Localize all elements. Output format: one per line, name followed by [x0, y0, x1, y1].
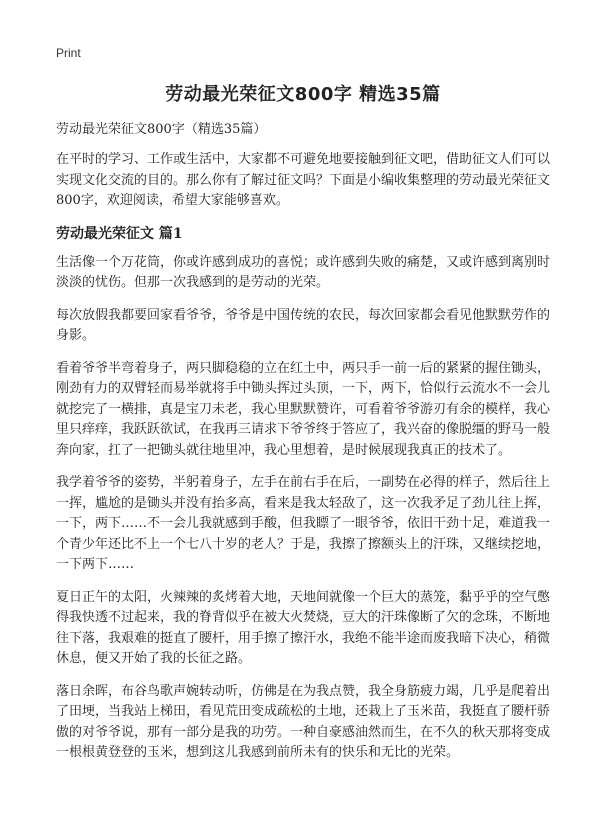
body-paragraph: 看着爷爷半弯着身子，两只脚稳稳的立在红土中，两只手一前一后的紧紧的握住锄头，刚劲有力的双臂轻而易举就将手中锄头挥过头顶，一下，两下，恰似行云流水不一会儿就挖完了一横排，真是宝刀未老，我心里默默赞许，可看着爷爷游刃有余的模样，我心里只痒痒，我跃跃欲试，在我再三请求下爷爷终于答应了，我兴奋的像脱缰的野马一般奔向家，扛了一把锄头就往地里冲，我心里想着，是时候展现我真正的技术了。	[56, 360, 551, 458]
document-body	[56, 150, 550, 776]
section-heading: 劳动最光荣征文 篇1	[56, 225, 183, 242]
document-subtitle: 劳动最光荣征文800字（精选35篇）	[56, 122, 267, 137]
intro-paragraph: 在平时的学习、工作或生活中，大家都不可避免地要接触到征文吧，借助征文人们可以实现文化交流的目的。那么你有了解过征文吗？下面是小编收集整理的劳动最光荣征文800字，欢迎阅读，希望大家能够喜欢。	[56, 152, 551, 208]
body-paragraph: 夏日正午的太阳，火辣辣的炙烤着大地，天地间就像一个巨大的蒸笼，黏乎乎的空气憋得我快透不过起来，我的脊背似乎在被大火焚烧，豆大的汗珠像断了欠的念珠，不断地往下落，我艰难的挺直了腰杆，用手擦了擦汗水，我绝不能半途而废我暗下决心，稍微休息，便又开始了我的长征之路。	[56, 589, 551, 666]
body-paragraph: 落日余晖，布谷鸟歌声婉转动听，仿佛是在为我点赞，我全身筋疲力竭，几乎是爬着出了田埂，当我站上梯田，看见荒田变成疏松的土地，还栽上了玉米苗，我挺直了腰杆骄傲的对爷爷说，那有一部分是我的功劳。一种自豪感油然而生，在不久的秋天那将变成一根根黄登登的玉米，想到这儿我感到前所未有的快乐和无比的光荣。	[56, 683, 551, 760]
body-paragraph: 每次放假我都要回家看爷爷，爷爷是中国传统的农民，每次回家都会看见他默默劳作的身影。	[56, 307, 551, 343]
body-paragraph: 我学着爷爷的姿势，半躬着身子，左手在前右手在后，一副势在必得的样子，然后往上一挥，尴尬的是锄头并没有抬多高，看来是我太轻敌了，这一次我矛足了劲儿往上挥，一下，两下……不一会儿我就感到手酸，但我瞟了一眼爷爷，依旧干劲十足，难道我一个青少年还比不上一个七八十岁的老人？于是，我擦了擦额头上的汗珠，又继续挖地，一下两下……	[56, 475, 551, 572]
body-paragraph: 生活像一个万花筒，你或许感到成功的喜悦；或许感到失败的痛楚，又或许感到离别时淡淡的忧伤。但那一次我感到的是劳动的光荣。	[56, 254, 551, 290]
print-link[interactable]: Print	[56, 46, 81, 60]
page-title: 劳动最光荣征文800字 精选35篇	[165, 84, 441, 105]
